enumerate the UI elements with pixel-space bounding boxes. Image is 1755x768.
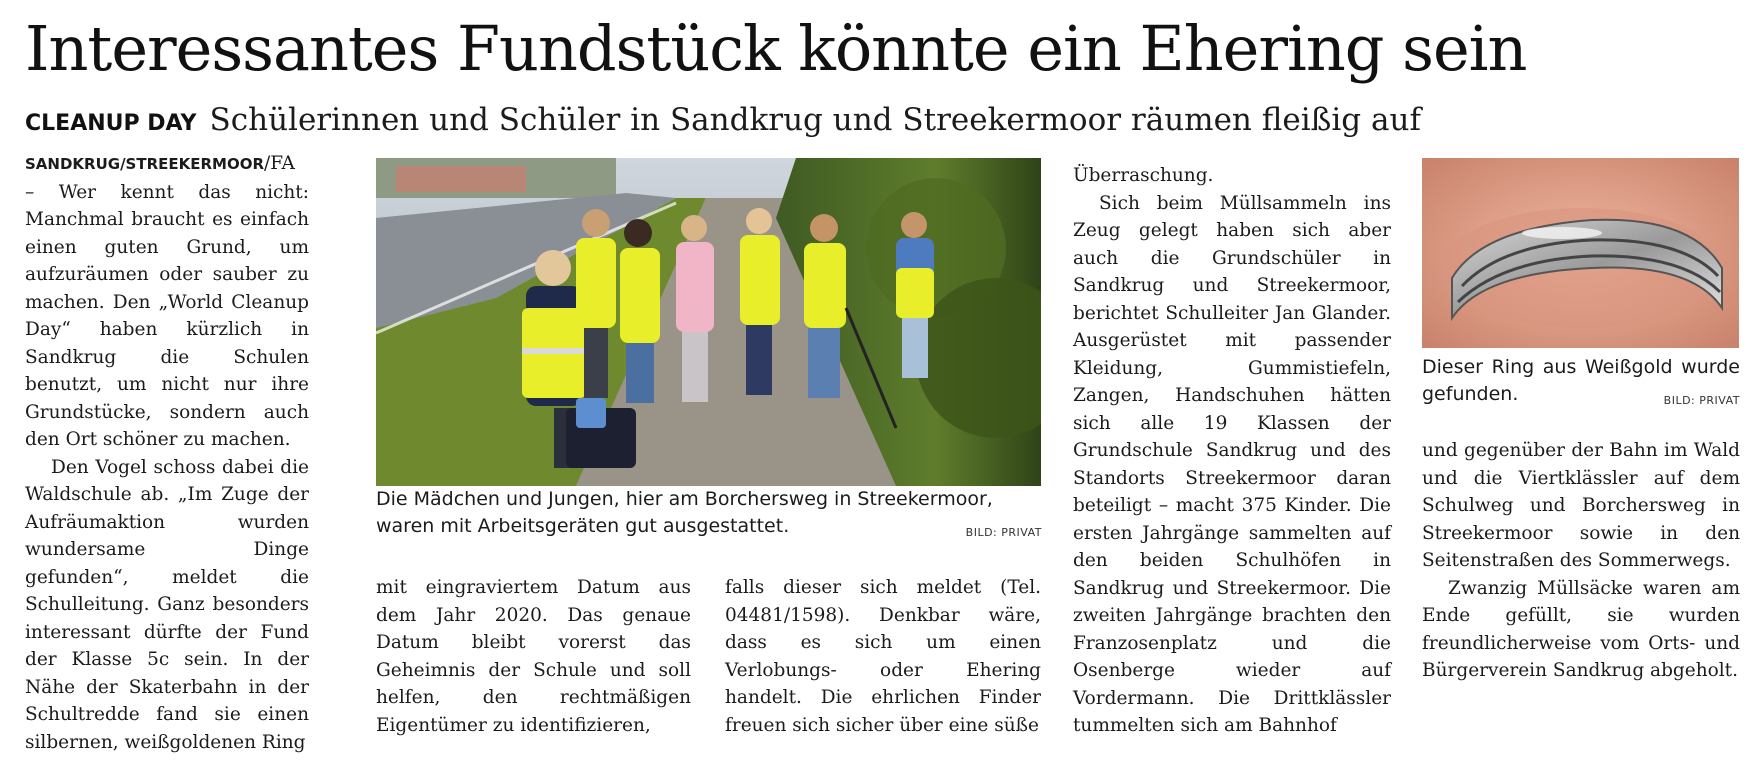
paragraph-text: Wer kennt das nicht: Manchmal braucht es einfach einen guten Grund, um aufzuräumen oder sauber zu machen. Den „World Cleanup Day“ haben kürzlich in Sandkrug die Schulen benutzt, um nicht nur ihre Grundstücke, sondern auch den Ort schöner zu machen.: [25, 181, 309, 450]
article-paragraph: und gegenüber der Bahn im Wald und die Viertklässler auf dem Schulweg und Borchersweg in Streekermoor sowie in den Seitenstraßen des Sommerwegs.: [1422, 440, 1740, 571]
ring-photo: [1422, 158, 1739, 348]
caption-text: Dieser Ring aus Weißgold wurde gefunden.: [1422, 356, 1740, 405]
article-column-5: [1422, 437, 1740, 685]
dateline: SANDKRUG/STREEKERMOOR: [25, 155, 265, 173]
ring-photo-caption: [1422, 354, 1740, 414]
photo-credit: BILD: PRIVAT: [1663, 394, 1740, 407]
subtitle: Schülerinnen und Schüler in Sandkrug und Streekermoor räumen fleißig auf: [209, 102, 1421, 138]
photo-caption: [376, 486, 1042, 546]
article-paragraph: mit eingraviertem Datum aus dem Jahr 2020. Das genaue Datum bleibt vorerst das Geheimnis der Schule und soll helfen, den rechtmäßigen Eigentümer zu identifizieren,: [376, 577, 691, 736]
article-paragraph: Überraschung.: [1073, 165, 1214, 186]
cleanup-photo: [376, 158, 1041, 486]
children-collecting-litter-image: [376, 158, 1041, 486]
headline: Interessantes Fundstück könnte ein Ehering sein: [25, 12, 1527, 85]
article-paragraph: Sich beim Müllsammeln ins Zeug gelegt haben sich aber auch die Grundschüler in Sandkrug und Streekermoor, berichtet Schulleiter Jan Glander. Ausgerüstet mit passender Kleidung, Gummistiefeln, Zangen, Handschuhen hätten sich alle 19 Klassen der Grundschule Sandkrug und des Standorts Streekermoor daran beteiligt – macht 375 Kinder. Die ersten Jahrgänge sammelten auf den beiden Schulhöfen in Sandkrug und Streekermoor. Die zweiten Jahrgänge brachten den Franzosenplatz und die Osenberge wieder auf Vordermann. Die Drittklässler tummelten sich am Bahnhof: [1073, 192, 1391, 736]
article-paragraph: [25, 150, 309, 454]
byline: /FA –: [25, 153, 295, 203]
article-column-3: [725, 574, 1041, 739]
article-paragraph: Zwanzig Müllsäcke waren am Ende gefüllt, sie wurden freundlicherweise vom Orts- und Bürgerverein Sandkrug abgeholt.: [1422, 577, 1740, 681]
caption-text: Die Mädchen und Jungen, hier am Borchersweg in Streekermoor, waren mit Arbeitsgeräten gut ausgestattet.: [376, 488, 993, 537]
article-column-2: [376, 574, 691, 739]
article-paragraph: falls dieser sich meldet (Tel. 04481/1598). Denkbar wäre, dass es sich um einen Verlobungs- oder Ehering handelt. Die ehrlichen Finder freuen sich sicher über eine süße: [725, 577, 1041, 736]
article-column-4: [1073, 162, 1391, 740]
subheadline: [25, 96, 1735, 149]
photo-credit: BILD: PRIVAT: [965, 526, 1042, 539]
kicker: CLEANUP DAY: [25, 111, 197, 136]
ring-image: [1422, 158, 1739, 348]
article-column-1: [25, 150, 309, 756]
article-paragraph: Den Vogel schoss dabei die Waldschule ab. „Im Zuge der Aufräumaktion wurden wundersame Dinge gefunden“, meldet die Schulleitung. Ganz besonders interessant dürfte der Fund der Klasse 5c sein. In der Nähe der Skaterbahn in der Schultredde fand sie einen silbernen, weißgoldenen Ring: [25, 456, 309, 753]
